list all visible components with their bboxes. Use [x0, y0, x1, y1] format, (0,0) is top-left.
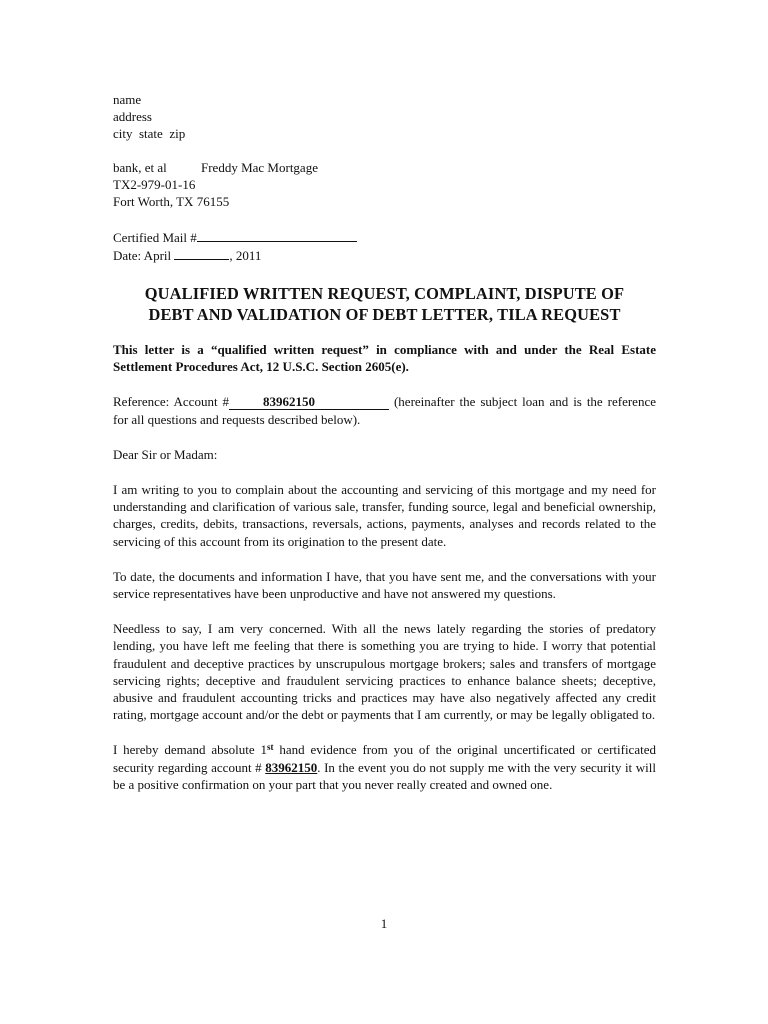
sender-address: address — [113, 109, 152, 124]
ordinal-superscript: st — [267, 742, 274, 753]
paragraph-demand: I hereby demand absolute 1st hand evidence from you of the original uncertificated or certificated security regarding account # 83962150. In the event you do not supply me with the very security it will be a positive confirmation on your part that you never really created and owned one. — [113, 742, 656, 792]
page-number: 1 — [380, 916, 388, 931]
date-prefix: Date: April — [113, 247, 175, 263]
reference-account-number: 83962150 — [229, 394, 389, 410]
sender-name: name — [113, 92, 142, 107]
reference-paragraph — [113, 393, 656, 427]
recipient-address1: TX2-979-01-16 — [113, 177, 196, 193]
paragraph-unproductive: To date, the documents and information I have, that you have sent me, and the conversations with your service representatives have been unproductive and have not answered my questions. — [113, 568, 656, 602]
demand-account-number: 83962150 — [265, 759, 318, 775]
recipient-name: Freddy Mac Mortgage — [201, 160, 318, 175]
recipient-line — [113, 159, 656, 176]
date-suffix: , 2011 — [229, 247, 262, 263]
sender-block — [113, 91, 656, 142]
recipient-block — [113, 159, 656, 211]
mailing-info — [113, 228, 656, 264]
recipient-address2: Fort Worth, TX 76155 — [113, 194, 230, 210]
title-line-2: DEBT AND VALIDATION OF DEBT LETTER, TILA REQUEST — [148, 305, 621, 325]
paragraph-complaint: I am writing to you to complain about the accounting and servicing of this mortgage and my need for understanding and clarification of various sale, transfer, funding source, legal and beneficial ownership, charges, credits, debits, transactions, reversals, actions, payments, analyses and records related to the servicing of this account from its origination to the present date. — [113, 482, 656, 549]
date-line — [113, 246, 656, 264]
intro-paragraph: This letter is a “qualified written request” in compliance with and under the Real Estate Settlement Procedures Act, 12 U.S.C. Section 2605(e). — [113, 342, 656, 375]
certified-mail-label: Certified Mail # — [113, 229, 197, 245]
paragraph-concerned: Needless to say, I am very concerned. With all the news lately regarding the stories of predatory lending, you have left me feeling that there is something you are trying to hide. I worry that potential fraudulent and deceptive practices by unscrupulous mortgage brokers; sales and transfers of mortgage servicing rights; deceptive and fraudulent servicing practices to enhance balance sheets; deceptive, abusive and fraudulent accounting tricks and practices may have also negatively affected any credit rating, mortgage account and/or the debt or payments that I am currently, or may be legally obligated to. — [113, 621, 656, 723]
sender-city-state-zip: city state zip — [113, 126, 186, 141]
reference-suffix: (hereinafter the subject loan and is the reference for all questions and requests described below). — [113, 394, 656, 427]
title-line-1: QUALIFIED WRITTEN REQUEST, COMPLAINT, DISPUTE OF — [144, 284, 625, 304]
recipient-label: bank, et al — [113, 160, 167, 175]
letter-title — [113, 283, 656, 325]
salutation: Dear Sir or Madam: — [113, 446, 218, 462]
date-blank — [174, 246, 229, 260]
certified-mail-blank — [197, 228, 357, 242]
letter-body — [113, 91, 656, 793]
reference-prefix: Reference: Account # — [113, 394, 230, 410]
certified-mail-line — [113, 228, 656, 246]
